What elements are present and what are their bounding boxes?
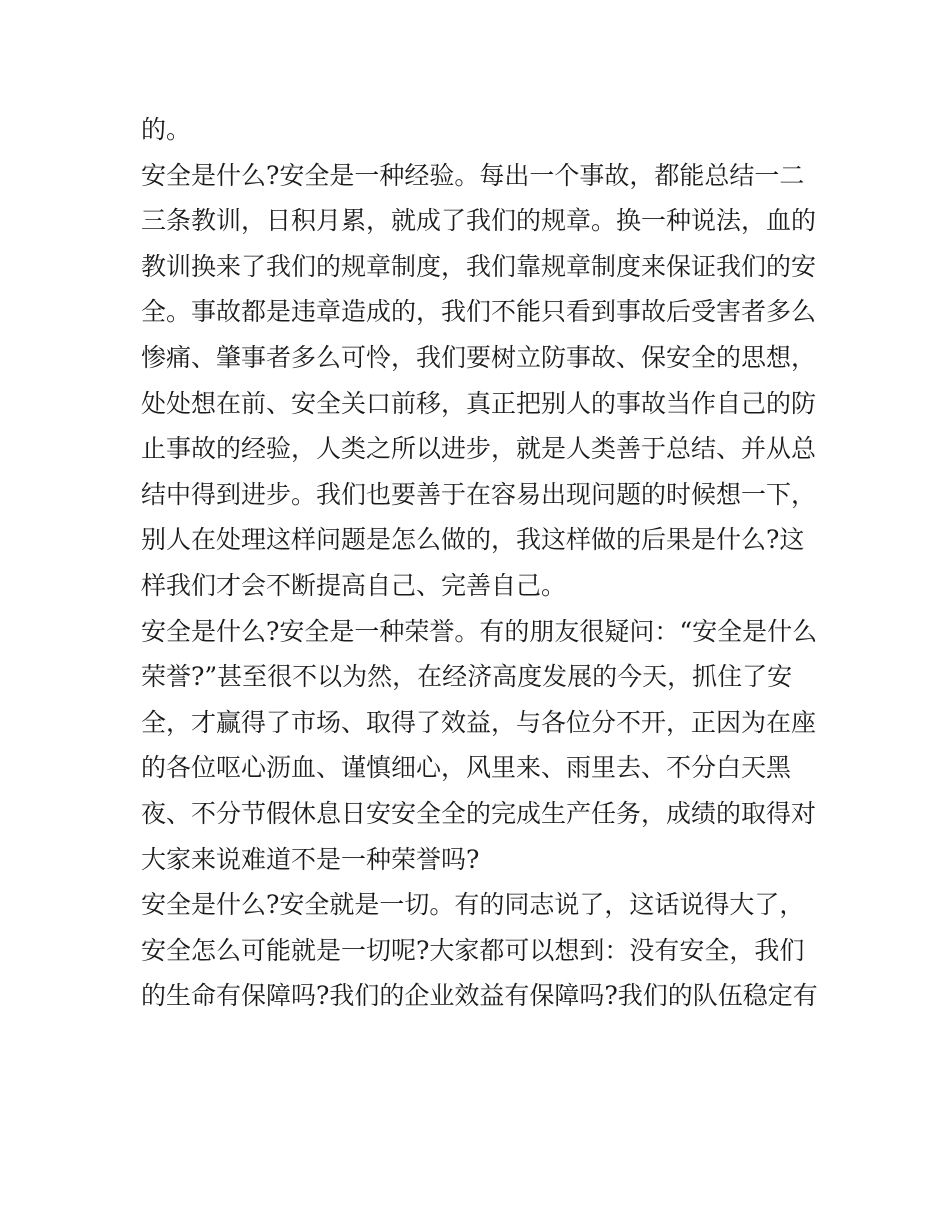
text-line: 全。事故都是违章造成的，我们不能只看到事故后受害者多么 bbox=[141, 297, 817, 327]
text-line: 的各位呕心沥血、谨慎细心，风里来、雨里去、不分白天黑 bbox=[141, 753, 792, 783]
text-line: 安全是什么?安全就是一切。有的同志说了，这话说得大了， bbox=[141, 890, 805, 920]
text-line: 处处想在前、安全关口前移，真正把别人的事故当作自己的防 bbox=[141, 388, 817, 418]
text-line: 安全是什么?安全是一种经验。每出一个事故，都能总结一二 bbox=[141, 160, 805, 190]
text-line: 夜、不分节假休息日安安全全的完成生产任务，成绩的取得对 bbox=[141, 798, 817, 828]
text-line: 的生命有保障吗?我们的企业效益有保障吗?我们的队伍稳定有 bbox=[141, 981, 818, 1011]
text-line: 样我们才会不断提高自己、完善自己。 bbox=[141, 570, 567, 600]
text-line: 结中得到进步。我们也要善于在容易出现问题的时候想一下， bbox=[141, 479, 817, 509]
text-line: 惨痛、肇事者多么可怜，我们要树立防事故、保安全的思想， bbox=[141, 342, 817, 372]
text-line: 安全怎么可能就是一切呢?大家都可以想到：没有安全，我们 bbox=[141, 935, 805, 965]
text-line: 教训换来了我们的规章制度，我们靠规章制度来保证我们的安 bbox=[141, 251, 817, 281]
text-line: 全，才赢得了市场、取得了效益，与各位分不开，正因为在座 bbox=[141, 707, 817, 737]
body-text bbox=[141, 107, 821, 1019]
text-line: 止事故的经验，人类之所以进步，就是人类善于总结、并从总 bbox=[141, 434, 817, 464]
text-line: 的。 bbox=[141, 115, 192, 144]
text-line: 别人在处理这样问题是怎么做的，我这样做的后果是什么?这 bbox=[141, 525, 805, 555]
text-line: 三条教训，日积月累，就成了我们的规章。换一种说法，血的 bbox=[141, 206, 817, 236]
text-line: 大家来说难道不是一种荣誉吗? bbox=[141, 844, 480, 874]
text-line: 安全是什么?安全是一种荣誉。有的朋友很疑问：“安全是什么 bbox=[141, 616, 818, 646]
text-line: 荣誉?”甚至很不以为然，在经济高度发展的今天，抓住了安 bbox=[141, 662, 793, 692]
